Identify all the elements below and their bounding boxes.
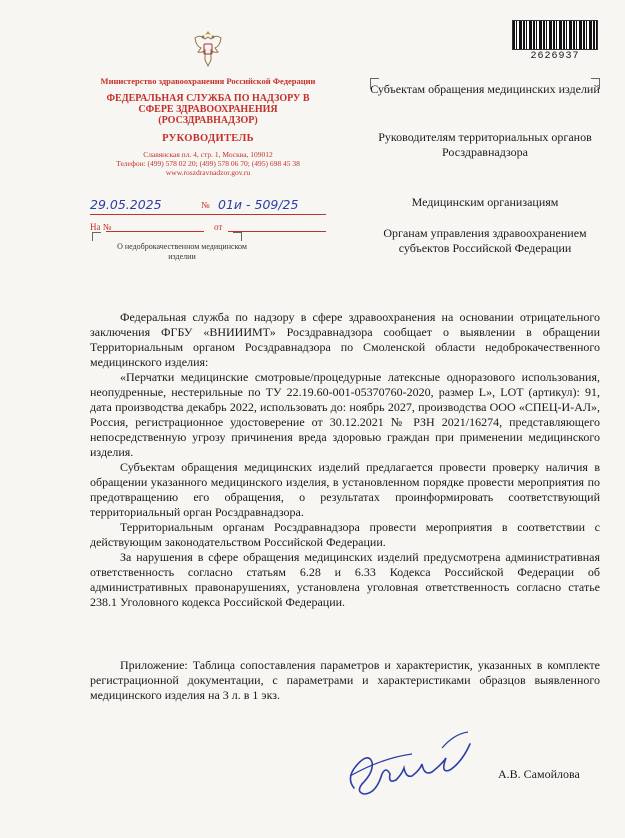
- registration-line: [90, 197, 330, 217]
- subject-line: О недоброкачественном медицинском изделии: [117, 242, 247, 261]
- phones: Телефон: (499) 578 02 20; (499) 578 06 70; (495) 698 45 38: [116, 159, 300, 168]
- body-paragraph: За нарушения в сфере обращения медицинских изделий предусмотрена административная ответственность согласно статьям 6.28 и 6.33 Кодекса Российской Федерации об административных правонарушениях, установлена уголовная ответственность согласно статье 238.1 Уголовного кодекса Российской Федерации.: [90, 550, 600, 609]
- body-paragraph: «Перчатки медицинские смотровые/процедурные латексные одноразового использования, неопудренные, нестерильные по ТУ 22.19.60-001-05370760-2020, размер L», LOT (артикул): 91, дата производства декабрь 2022, использовать до: ноябрь 2027, производства ООО «СПЕЦ-И-АЛ», Россия, регистрационное удостоверение от 30.12.2021 № РЗН 2021/16274, представляющего непосредственную угрозу причинения вреда здоровью граждан при применении медицинского изделия.: [90, 370, 600, 459]
- handwritten-signature: [342, 718, 482, 803]
- body-paragraph: Территориальным органам Росздравнадзора провести мероприятия в соответствии с действующим законодательством Российской Федерации.: [90, 520, 600, 549]
- address: Славянская пл. 4, стр. 1, Москва, 109012: [143, 150, 273, 159]
- subject-box: [92, 232, 247, 272]
- signer-name: А.В. Самойлова: [498, 767, 580, 781]
- reference-label: На №: [90, 222, 112, 232]
- coat-of-arms-icon: [191, 28, 225, 70]
- corner-mark: [92, 232, 101, 241]
- registration-underline: [90, 214, 326, 215]
- agency-name: ФЕДЕРАЛЬНАЯ СЛУЖБА ПО НАДЗОРУ В СФЕРЕ ЗДРАВООХРАНЕНИЯ (РОСЗДРАВНАДЗОР): [106, 93, 310, 126]
- registration-number: 01и - 509/25: [218, 197, 299, 212]
- letterhead: [90, 28, 326, 177]
- registration-number-label: №: [201, 200, 210, 210]
- addressee: Органам управления здравоохранением субъектов Российской Федерации: [383, 226, 587, 255]
- body-paragraph: Федеральная служба по надзору в сфере здравоохранения на основании отрицательного заключения ФГБУ «ВНИИИМТ» Росздравнадзора сообщает о выявлении в обращении Территориальным органом Росздравнадзора по Смоленской области недоброкачественного медицинского изделия:: [90, 310, 600, 369]
- addressee: Медицинским организациям: [411, 195, 559, 209]
- ministry-name: Министерство здравоохранения Российской Федерации: [100, 76, 316, 86]
- letter-body: [90, 310, 600, 610]
- reference-date-blank: [228, 231, 326, 232]
- registration-date: 29.05.2025: [90, 197, 162, 212]
- addressee: Субъектам обращения медицинских изделий: [370, 82, 600, 96]
- appendix: [90, 658, 600, 703]
- website: www.roszdravnadzor.gov.ru: [165, 168, 251, 177]
- barcode-number: 2626937: [530, 51, 580, 62]
- barcode: [512, 20, 598, 62]
- corner-mark: [233, 232, 242, 241]
- addressee: Руководителям территориальных органов Росздравнадзора: [378, 130, 592, 159]
- addressee-block: [370, 78, 600, 278]
- reference-date-label: от: [214, 222, 223, 232]
- barcode-bars: [512, 20, 598, 50]
- body-paragraph: Субъектам обращения медицинских изделий предлагается провести проверку наличия в обращении указанного медицинского изделия, в установленном порядке провести мероприятия по предотвращению его обращения, о результатах проинформировать соответствующий территориальный орган Росздравнадзора.: [90, 460, 600, 519]
- role-title: РУКОВОДИТЕЛЬ: [162, 133, 254, 144]
- appendix-text: Приложение: Таблица сопоставления параметров и характеристик, указанных в комплекте регистрационной документации, с параметрами и характеристиками образцов выявленного медицинского изделия на 3 л. в 1 экз.: [90, 658, 600, 702]
